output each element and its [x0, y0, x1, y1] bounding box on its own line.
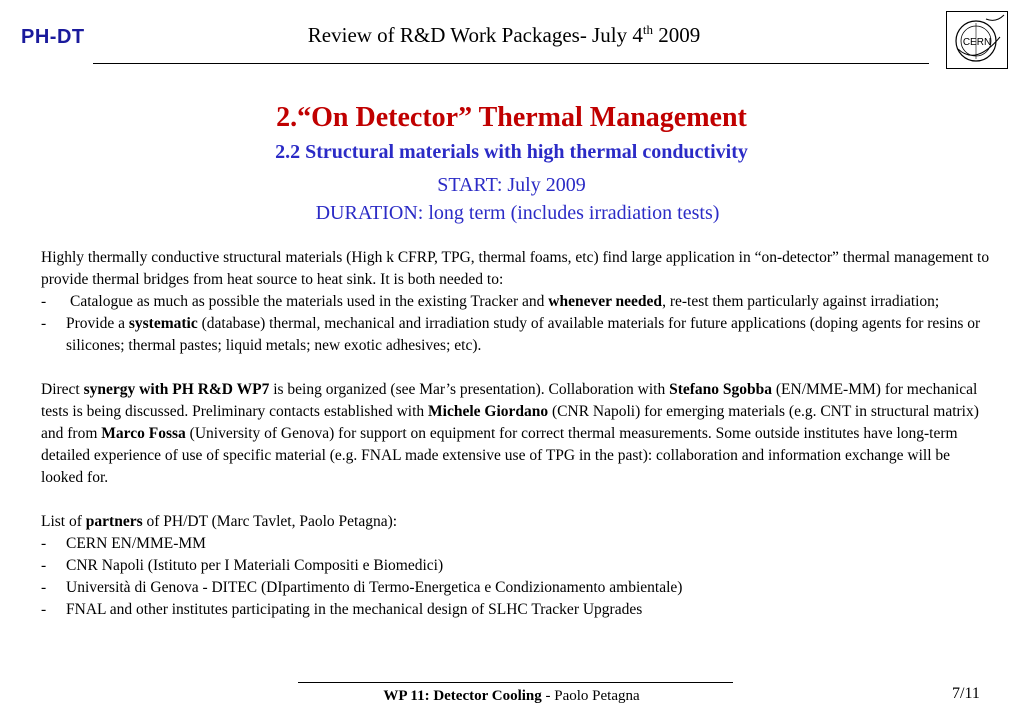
header-divider: [93, 63, 929, 64]
footer: [0, 688, 1023, 705]
header-title-main: Review of R&D Work Packages- July 4: [307, 23, 643, 47]
header-title: [0, 22, 1008, 48]
dash-marker: -: [41, 535, 47, 552]
intro-paragraph: Highly thermally conductive structural materials (High k CFRP, TPG, thermal foams, etc) find large application in “on-detector” thermal management to provide thermal bridges from heat source to heat sink. It is both needed to:: [41, 249, 990, 288]
bullet-bold: systematic: [128, 315, 198, 332]
cern-logo-text: CERN: [962, 37, 992, 48]
list-item: [41, 291, 996, 313]
header-title-year: 2009: [652, 23, 701, 47]
dash-marker: -: [41, 601, 47, 618]
synergy-bold: synergy with PH R&D WP7: [83, 381, 270, 398]
bullet-bold: whenever needed: [548, 293, 663, 310]
partner-item: - CERN EN/MME-MM: [41, 533, 996, 555]
partner-item: - Università di Genova - DITEC (DIpartimento di Termo-Energetica e Condizionamento ambientale): [41, 577, 996, 599]
slide-title: 2.“On Detector” Thermal Management: [276, 102, 747, 133]
start-date: START: July 2009: [437, 174, 586, 196]
brand-label: PH-DT: [21, 26, 85, 48]
dash-marker: -: [41, 315, 47, 332]
slide-body: [41, 247, 996, 621]
bullet-text: (database) thermal, mechanical and irradiation study of available materials for future applications (doping agents for resins or silicones; thermal pastes; liquid metals; new exotic adhesives; etc).: [66, 315, 981, 354]
bullet-text: Catalogue as much as possible the materials used in the existing Tracker and: [70, 293, 549, 310]
person-name: Marco Fossa: [101, 425, 186, 442]
person-name: Michele Giordano: [428, 403, 549, 420]
header-title-sup: th: [642, 22, 653, 37]
partner-item: - FNAL and other institutes participating in the mechanical design of SLHC Tracker Upgrades: [41, 599, 996, 621]
footer-author: - Paolo Petagna: [541, 688, 640, 704]
dash-marker: -: [41, 557, 47, 574]
cern-logo: [946, 11, 1008, 69]
duration: DURATION: long term (includes irradiation tests): [315, 202, 720, 224]
dash-marker: -: [41, 579, 47, 596]
partners-bold: partners: [85, 513, 143, 530]
slide-subtitle: 2.2 Structural materials with high thermal conductivity: [275, 141, 748, 163]
partner-item: - CNR Napoli (Istituto per I Materiali Compositi e Biomedici): [41, 555, 996, 577]
bullet-text: , re-test them particularly against irradiation;: [662, 293, 940, 310]
person-name: Stefano Sgobba: [669, 381, 773, 398]
dash-marker: -: [41, 293, 47, 310]
footer-work-package: WP 11: Detector Cooling: [383, 688, 542, 704]
partners-heading: List of partners of PH/DT (Marc Tavlet, Paolo Petagna):: [41, 513, 398, 530]
collaboration-paragraph: Direct synergy with PH R&D WP7 is being organized (see Mar’s presentation). Collaboration with Stefano Sgobba (EN/MME-MM) for mechanical tests is being discussed. Preliminary contacts established with Michele Giordano (CNR Napoli) for emerging materials (e.g. CNT in structural matrix) and from Marco Fossa (University of Genova) for support on equipment for correct thermal measurements. Some outside institutes have long-term detailed experience of use of specific material (e.g. FNAL made extensive use of TPG in the past): collaboration and information exchange will be looked for.: [41, 381, 979, 486]
footer-divider: [298, 682, 733, 683]
list-item: [41, 313, 996, 357]
bullet-text: Provide a: [66, 315, 129, 332]
page-number: 7/11: [952, 685, 980, 702]
